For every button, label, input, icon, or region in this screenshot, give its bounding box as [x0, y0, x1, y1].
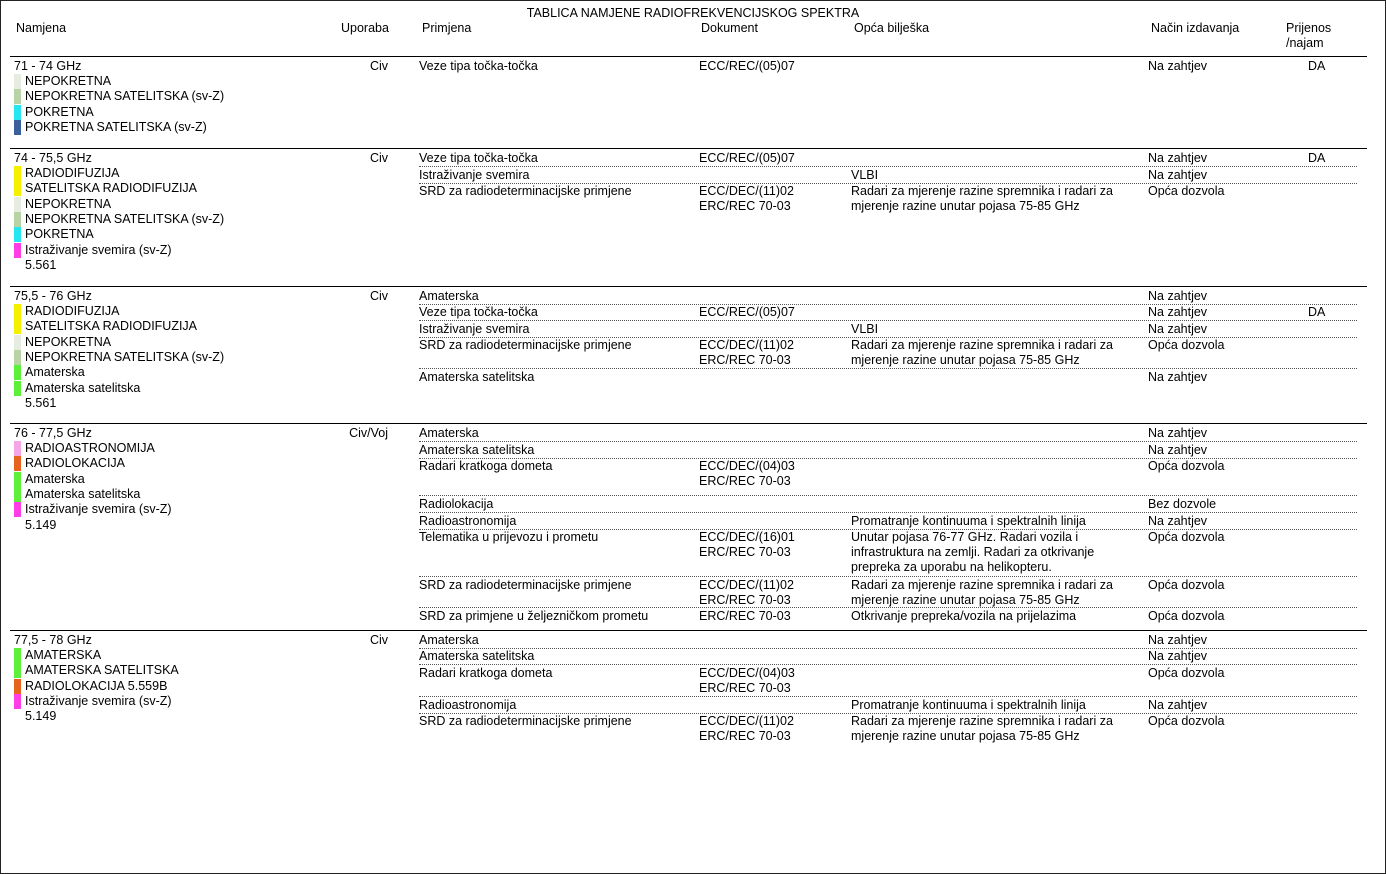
service-allocation	[14, 350, 224, 365]
service-color-swatch	[14, 335, 21, 350]
primjena-cell: Radari kratkoga dometa	[419, 459, 553, 473]
service-allocation	[14, 304, 119, 319]
biljeska-cell	[851, 322, 878, 337]
dokument-line: ECC/DEC/(11)02	[699, 338, 794, 352]
biljeska-line: Radari za mjerenje razine spremnika i radari za	[851, 578, 1113, 592]
biljeska-cell	[851, 714, 1113, 744]
dokument-line: ECC/DEC/(11)02	[699, 578, 794, 592]
service-name: RADIODIFUZIJA	[25, 304, 120, 318]
service-name: NEPOKRETNA	[25, 196, 112, 211]
primjena-cell: Veze tipa točka-točka	[419, 59, 538, 73]
service-allocation	[14, 487, 140, 502]
service-color-swatch	[14, 679, 21, 694]
header-najam: /najam	[1286, 36, 1324, 50]
service-name: SATELITSKA RADIODIFUZIJA	[25, 181, 198, 196]
primjena-cell: Istraživanje svemira	[419, 168, 530, 182]
nacin-izdavanja-cell: Na zahtjev	[1148, 370, 1208, 384]
primjena-cell: Radioastronomija	[419, 514, 517, 528]
nacin-izdavanja-cell: Na zahtjev	[1148, 443, 1208, 457]
service-name: POKRETNA SATELITSKA (sv-Z)	[25, 119, 207, 134]
row-separator	[419, 664, 1357, 665]
band-range: 76 - 77,5 GHz	[14, 426, 92, 440]
uporaba-value: Civ	[369, 59, 388, 73]
service-allocation	[14, 694, 172, 709]
service-name: Istraživanje svemira (sv-Z)	[25, 502, 172, 517]
service-color-swatch	[14, 89, 21, 104]
service-allocation	[14, 663, 179, 678]
dokument-cell	[699, 578, 794, 608]
service-allocation	[14, 319, 197, 334]
biljeska-line: Radari za mjerenje razine spremnika i radari za	[851, 714, 1113, 728]
service-color-swatch	[14, 227, 21, 242]
primjena-cell: Radioastronomija	[419, 698, 517, 712]
service-name: RADIOLOKACIJA 5.559B	[25, 678, 168, 693]
dokument-cell	[699, 530, 795, 560]
band-range: 77,5 - 78 GHz	[14, 633, 92, 647]
application-row	[419, 168, 1357, 184]
prijenos-cell: DA	[1308, 59, 1326, 73]
biljeska-line: VLBI	[851, 322, 879, 336]
service-name: 5.149	[25, 709, 57, 724]
service-allocation	[14, 105, 94, 120]
footnote-reference	[14, 258, 56, 273]
biljeska-cell	[851, 530, 1094, 575]
primjena-cell: Radiolokacija	[419, 497, 494, 511]
primjena-cell: Amaterska	[419, 289, 479, 303]
biljeska-line: Radari za mjerenje razine spremnika i radari za	[851, 184, 1113, 198]
primjena-cell: SRD za radiodeterminacijske primjene	[419, 338, 632, 352]
row-separator	[419, 368, 1357, 369]
service-color-swatch	[14, 212, 21, 227]
dokument-line: ECC/DEC/(04)03	[699, 459, 795, 473]
primjena-cell: Veze tipa točka-točka	[419, 151, 538, 165]
footnote-reference	[14, 518, 56, 533]
primjena-cell: SRD za radiodeterminacijske primjene	[419, 578, 632, 592]
application-row	[419, 338, 1357, 369]
service-color-swatch	[14, 472, 21, 487]
service-allocation	[14, 197, 111, 212]
uporaba-value: Civ	[369, 151, 388, 165]
band-range: 75,5 - 76 GHz	[14, 289, 92, 303]
service-color-swatch	[14, 105, 21, 120]
service-color-swatch	[14, 456, 21, 471]
service-color-swatch	[14, 120, 21, 135]
service-allocation	[14, 472, 85, 487]
application-row	[419, 305, 1357, 321]
dokument-line: ERC/REC 70-03	[699, 681, 791, 695]
service-name: Istraživanje svemira (sv-Z)	[25, 242, 172, 257]
service-name: SATELITSKA RADIODIFUZIJA	[25, 319, 198, 334]
section-divider	[10, 286, 1367, 287]
nacin-izdavanja-cell: Opća dozvola	[1148, 530, 1225, 544]
header-opca-biljeska: Opća bilješka	[854, 21, 930, 35]
primjena-cell: Telematika u prijevozu i prometu	[419, 530, 599, 544]
primjena-cell: SRD za radiodeterminacijske primjene	[419, 714, 632, 728]
nacin-izdavanja-cell: Na zahtjev	[1148, 633, 1208, 647]
header-primjena: Primjena	[422, 21, 472, 35]
nacin-izdavanja-cell: Na zahtjev	[1148, 151, 1208, 165]
row-separator	[419, 166, 1357, 167]
dokument-line: ERC/REC 70-03	[699, 545, 791, 559]
application-row	[419, 666, 1357, 697]
service-name: RADIOASTRONOMIJA	[25, 441, 155, 455]
service-allocation	[14, 679, 167, 694]
service-name: NEPOKRETNA SATELITSKA (sv-Z)	[25, 349, 225, 364]
dokument-line: ECC/DEC/(16)01	[699, 530, 795, 544]
dokument-line: ERC/REC 70-03	[699, 729, 791, 743]
service-name: 5.561	[25, 257, 57, 272]
section-divider	[10, 148, 1367, 149]
primjena-cell: Veze tipa točka-točka	[419, 305, 538, 319]
section-divider	[10, 423, 1367, 424]
dokument-line: ECC/DEC/(11)02	[699, 714, 794, 728]
header-uporaba: Uporaba	[341, 21, 389, 35]
application-row	[419, 649, 1357, 665]
service-color-swatch	[14, 487, 21, 502]
primjena-cell: SRD za primjene u željezničkom prometu	[419, 609, 649, 623]
service-allocation	[14, 212, 224, 227]
nacin-izdavanja-cell: Na zahtjev	[1148, 322, 1208, 336]
service-allocation	[14, 74, 111, 89]
service-color-swatch	[14, 74, 21, 89]
service-name: Amaterska	[25, 471, 85, 486]
application-row	[419, 443, 1357, 459]
band-range: 74 - 75,5 GHz	[14, 151, 92, 165]
primjena-cell: Radari kratkoga dometa	[419, 666, 553, 680]
nacin-izdavanja-cell: Na zahtjev	[1148, 59, 1208, 73]
nacin-izdavanja-cell: Opća dozvola	[1148, 609, 1225, 623]
service-name: AMATERSKA SATELITSKA	[25, 663, 179, 678]
service-name: 5.149	[25, 517, 57, 532]
nacin-izdavanja-cell: Opća dozvola	[1148, 578, 1225, 592]
service-allocation	[14, 120, 207, 135]
band-range: 71 - 74 GHz	[14, 59, 82, 73]
biljeska-line: mjerenje razine unutar pojasa 75-85 GHz	[851, 593, 1080, 607]
service-allocation	[14, 648, 101, 663]
dokument-cell	[699, 59, 795, 74]
service-color-swatch	[14, 694, 21, 709]
dokument-line: ERC/REC 70-03	[699, 353, 791, 367]
header-namjena: Namjena	[16, 21, 67, 35]
footnote-reference	[14, 709, 56, 724]
nacin-izdavanja-cell: Opća dozvola	[1148, 666, 1225, 680]
service-color-swatch	[14, 502, 21, 517]
service-color-swatch	[14, 350, 21, 365]
biljeska-line: mjerenje razine unutar pojasa 75-85 GHz	[851, 729, 1080, 743]
biljeska-line: Promatranje kontinuuma i spektralnih linija	[851, 698, 1086, 712]
biljeska-line: mjerenje razine unutar pojasa 75-85 GHz	[851, 353, 1080, 367]
service-name: 5.561	[25, 395, 57, 410]
row-separator	[419, 512, 1357, 513]
primjena-cell: Amaterska	[419, 633, 479, 647]
biljeska-line: prepreka za uporabu na helikopteru.	[851, 560, 1052, 574]
nacin-izdavanja-cell: Opća dozvola	[1148, 714, 1225, 728]
row-separator	[419, 320, 1357, 321]
nacin-izdavanja-cell: Na zahtjev	[1148, 698, 1208, 712]
application-row	[419, 322, 1357, 338]
biljeska-cell	[851, 514, 1086, 529]
service-color-swatch	[14, 304, 21, 319]
nacin-izdavanja-cell: Na zahtjev	[1148, 649, 1208, 663]
service-color-swatch	[14, 648, 21, 663]
dokument-line: ECC/DEC/(04)03	[699, 666, 795, 680]
primjena-cell: SRD za radiodeterminacijske primjene	[419, 184, 632, 198]
service-color-swatch	[14, 441, 21, 456]
service-name: NEPOKRETNA SATELITSKA (sv-Z)	[25, 211, 225, 226]
service-color-swatch	[14, 197, 21, 212]
uporaba-value: Civ/Voj	[349, 426, 388, 440]
biljeska-cell	[851, 184, 1113, 214]
application-row	[419, 514, 1357, 530]
biljeska-cell	[851, 168, 878, 183]
nacin-izdavanja-cell: Opća dozvola	[1148, 459, 1225, 473]
biljeska-line: VLBI	[851, 168, 879, 182]
service-name: NEPOKRETNA SATELITSKA (sv-Z)	[25, 89, 225, 104]
dokument-line: ERC/REC 70-03	[699, 199, 791, 213]
biljeska-cell	[851, 338, 1113, 368]
header-nacin-izdavanja: Način izdavanja	[1151, 21, 1240, 35]
primjena-cell: Amaterska satelitska	[419, 443, 535, 457]
service-color-swatch	[14, 166, 21, 181]
dokument-cell	[699, 666, 795, 696]
nacin-izdavanja-cell: Na zahtjev	[1148, 426, 1208, 440]
dokument-cell	[699, 459, 795, 489]
service-name: Amaterska satelitska	[25, 486, 141, 501]
service-name: Istraživanje svemira (sv-Z)	[25, 693, 172, 708]
dokument-line: ECC/REC/(05)07	[699, 59, 795, 73]
nacin-izdavanja-cell: Na zahtjev	[1148, 168, 1208, 182]
application-row	[419, 151, 1357, 167]
service-name: AMATERSKA	[25, 648, 102, 662]
service-color-swatch	[14, 319, 21, 334]
service-allocation	[14, 381, 140, 396]
service-color-swatch	[14, 381, 21, 396]
service-allocation	[14, 89, 224, 104]
footnote-reference	[14, 396, 56, 411]
dokument-cell	[699, 714, 794, 744]
row-separator	[419, 696, 1357, 697]
service-name: POKRETNA	[25, 227, 94, 242]
section-divider	[10, 630, 1367, 631]
row-separator	[419, 441, 1357, 442]
nacin-izdavanja-cell: Na zahtjev	[1148, 289, 1208, 303]
service-allocation	[14, 335, 111, 350]
nacin-izdavanja-cell: Bez dozvole	[1148, 497, 1217, 511]
service-allocation	[14, 502, 172, 517]
biljeska-line: Unutar pojasa 76-77 GHz. Radari vozila i	[851, 530, 1079, 544]
application-row	[419, 497, 1357, 513]
service-allocation	[14, 441, 155, 456]
primjena-cell: Amaterska	[419, 426, 479, 440]
service-allocation	[14, 181, 197, 196]
application-row	[419, 698, 1357, 714]
service-name: Amaterska satelitska	[25, 380, 141, 395]
biljeska-line: mjerenje razine unutar pojasa 75-85 GHz	[851, 199, 1080, 213]
biljeska-cell	[851, 698, 1086, 713]
biljeska-line: Radari za mjerenje razine spremnika i radari za	[851, 338, 1113, 352]
service-name: Amaterska	[25, 365, 85, 380]
service-allocation	[14, 243, 172, 258]
service-name: RADIODIFUZIJA	[25, 166, 120, 180]
service-color-swatch	[14, 663, 21, 678]
dokument-line: ERC/REC 70-03	[699, 609, 791, 623]
primjena-cell: Amaterska satelitska	[419, 370, 535, 384]
service-name: RADIOLOKACIJA	[25, 456, 126, 471]
nacin-izdavanja-cell: Na zahtjev	[1148, 514, 1208, 528]
nacin-izdavanja-cell: Opća dozvola	[1148, 338, 1225, 352]
dokument-cell	[699, 184, 794, 214]
biljeska-cell	[851, 609, 1076, 624]
dokument-cell	[699, 338, 794, 368]
service-color-swatch	[14, 365, 21, 380]
row-separator	[419, 495, 1357, 496]
service-name: NEPOKRETNA	[25, 334, 112, 349]
prijenos-cell: DA	[1308, 305, 1326, 319]
prijenos-cell: DA	[1308, 151, 1326, 165]
row-separator	[419, 576, 1357, 577]
service-name: NEPOKRETNA	[25, 74, 112, 88]
nacin-izdavanja-cell: Opća dozvola	[1148, 184, 1225, 198]
biljeska-cell	[851, 578, 1113, 608]
uporaba-value: Civ	[369, 289, 388, 303]
application-row	[419, 633, 1357, 649]
biljeska-line: Promatranje kontinuuma i spektralnih linija	[851, 514, 1086, 528]
table-title: TABLICA NAMJENE RADIOFREKVENCIJSKOG SPEKTRA	[526, 6, 860, 20]
biljeska-line: infrastruktura na zemlji. Radari za otkrivanje	[851, 545, 1095, 559]
service-allocation	[14, 166, 119, 181]
application-row	[419, 289, 1357, 305]
dokument-cell	[699, 151, 795, 166]
header-prijenos: Prijenos	[1286, 21, 1332, 35]
dokument-line: ECC/REC/(05)07	[699, 305, 795, 319]
dokument-line: ERC/REC 70-03	[699, 474, 791, 488]
nacin-izdavanja-cell: Na zahtjev	[1148, 305, 1208, 319]
header-dokument: Dokument	[701, 21, 758, 35]
biljeska-line: Otkrivanje prepreka/vozila na prijelazima	[851, 609, 1077, 623]
service-name: POKRETNA	[25, 104, 94, 119]
uporaba-value: Civ	[369, 633, 388, 647]
application-row	[419, 530, 1357, 577]
header-divider	[10, 56, 1367, 57]
service-color-swatch	[14, 243, 21, 258]
primjena-cell: Istraživanje svemira	[419, 322, 530, 336]
dokument-cell	[699, 609, 791, 624]
dokument-cell	[699, 305, 795, 320]
service-allocation	[14, 365, 85, 380]
service-color-swatch	[14, 181, 21, 196]
dokument-line: ECC/DEC/(11)02	[699, 184, 794, 198]
application-row	[419, 426, 1357, 442]
primjena-cell: Amaterska satelitska	[419, 649, 535, 663]
application-row	[419, 459, 1357, 496]
service-allocation	[14, 456, 125, 471]
dokument-line: ERC/REC 70-03	[699, 593, 791, 607]
application-row	[419, 578, 1357, 608]
dokument-line: ECC/REC/(05)07	[699, 151, 795, 165]
service-allocation	[14, 227, 94, 242]
